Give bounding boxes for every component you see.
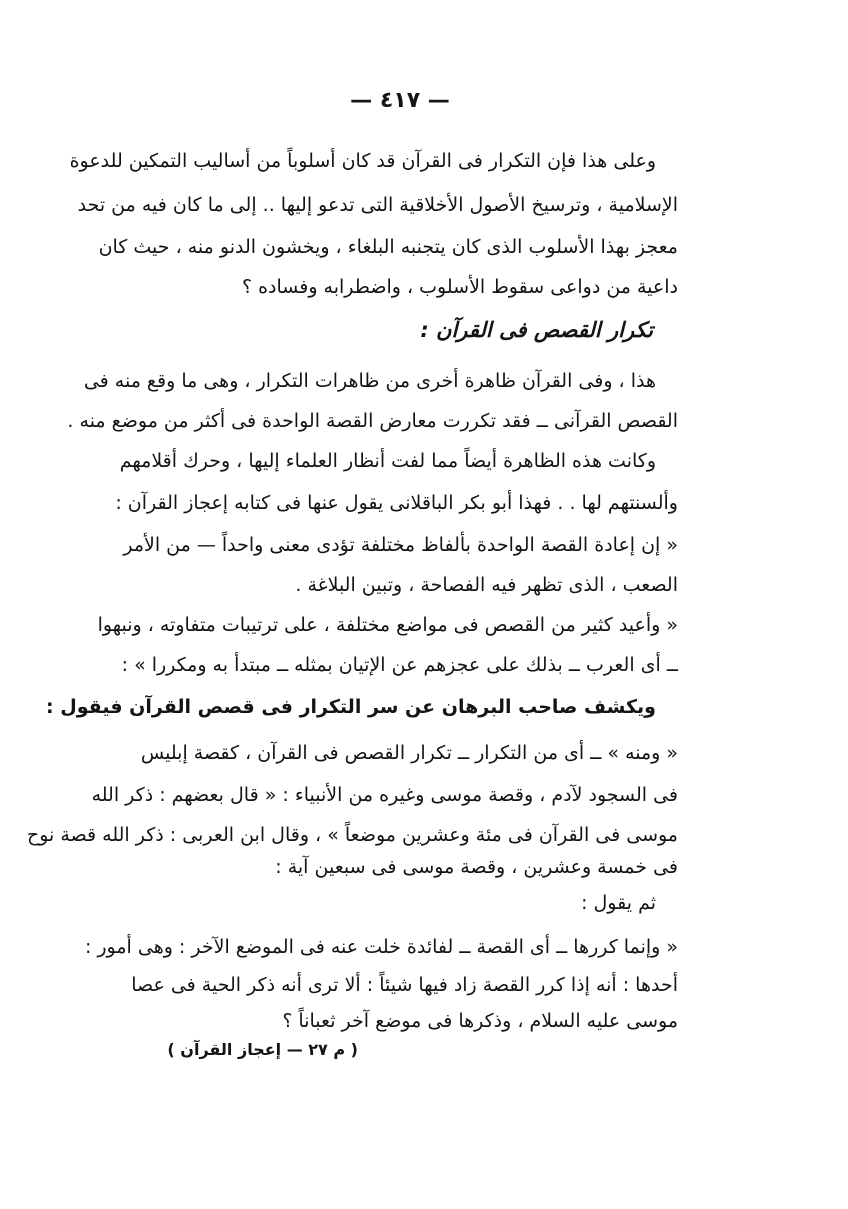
text-line: ثم يقول : — [581, 892, 656, 914]
quote-line: « وإنما كررها ــ أى القصة ــ لفائدة خلت عنه فى الموضع الآخر : وهى أمور : — [84, 936, 678, 958]
quote-line: « إن إعادة القصة الواحدة بألفاظ مختلفة تؤدى معنى واحداً — من الأمر — [123, 534, 678, 556]
quote-line: فى خمسة وعشرين ، وقصة موسى فى سبعين آية : — [275, 856, 678, 878]
page-number: — ٤١٧ — — [350, 88, 450, 113]
footer-reference: ( م ٢٧ — إعجاز القرآن ) — [167, 1040, 358, 1059]
section-heading: تكرار القصص فى القرآن : — [420, 318, 653, 342]
text-line: وعلى هذا فإن التكرار فى القرآن قد كان أسلوباً من أساليب التمكين للدعوة — [69, 150, 656, 172]
quote-line: موسى فى القرآن فى مئة وعشرين موضعاً » ، وقال ابن العربى : ذكر الله قصة نوح — [26, 824, 678, 846]
text-line: هذا ، وفى القرآن ظاهرة أخرى من ظاهرات التكرار ، وهى ما وقع منه فى — [83, 370, 656, 392]
text-line: القصص القرآنى ــ فقد تكررت معارض القصة الواحدة فى أكثر من موضع منه . — [67, 410, 678, 432]
text-line: وألسنتهم لها . . فهذا أبو بكر الباقلانى يقول عنها فى كتابه إعجاز القرآن : — [115, 492, 678, 514]
text-line: ويكشف صاحب البرهان عن سر التكرار فى قصص القرآن فيقول : — [46, 696, 656, 718]
text-line: وكانت هذه الظاهرة أيضاً مما لفت أنظار العلماء إليها ، وحرك أقلامهم — [119, 450, 656, 472]
quote-line: « وأعيد كثير من القصص فى مواضع مختلفة ، على ترتيبات متفاوته ، ونبهوا — [97, 614, 678, 636]
quote-line: أحدها : أنه إذا كرر القصة زاد فيها شيئاً : ألا ترى أنه ذكر الحية فى عصا — [131, 974, 678, 996]
quote-line: ــ أى العرب ــ بذلك على عجزهم عن الإتيان بمثله ــ مبتدأ به ومكررا » : — [121, 654, 678, 676]
text-line: الإسلامية ، وترسيخ الأصول الأخلاقية التى تدعو إليها .. إلى ما كان فيه من تحد — [77, 194, 678, 216]
text-line: معجز بهذا الأسلوب الذى كان يتجنبه البلغاء ، ويخشون الدنو منه ، حيث كان — [98, 236, 678, 258]
quote-line: فى السجود لآدم ، وقصة موسى وغيره من الأنبياء : « قال بعضهم : ذكر الله — [91, 784, 678, 806]
quote-line: الصعب ، الذى تظهر فيه الفصاحة ، وتبين البلاغة . — [295, 574, 678, 596]
text-line: داعية من دواعى سقوط الأسلوب ، واضطرابه وفساده ؟ — [241, 276, 678, 298]
quote-line: « ومنه » ــ أى من التكرار ــ تكرار القصص فى القرآن ، كقصة إبليس — [140, 742, 678, 764]
quote-line: موسى عليه السلام ، وذكرها فى موضع آخر ثعباناً ؟ — [282, 1010, 678, 1032]
